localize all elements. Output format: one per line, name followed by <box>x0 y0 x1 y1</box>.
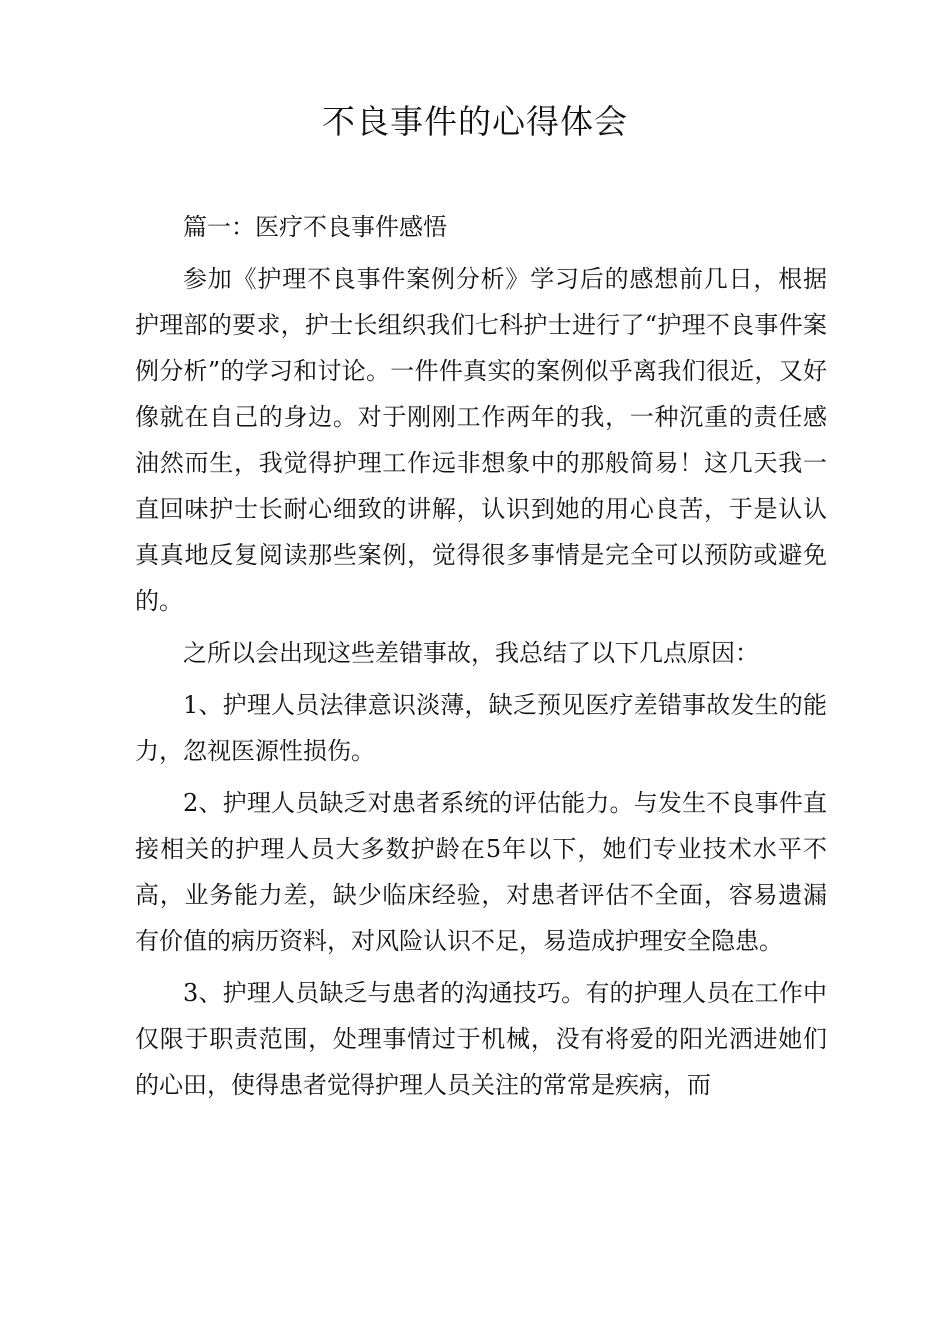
section-heading: 篇一：医疗不良事件感悟 <box>183 213 447 241</box>
paragraph-intro: 参加《护理不良事件案例分析》学习后的感想前几日，根据护理部的要求，护士长组织我们七科护士进行了“护理不良事件案例分析”的学习和讨论。一件件真实的案例似乎离我们很近，又好像就在自己的身边。对于刚刚工作两年的我，一种沉重的责任感油然而生，我觉得护理工作远非想象中的那般简易！这几天我一直回味护士长耐心细致的讲解，认识到她的用心良苦，于是认认真真地反复阅读那些案例，觉得很多事情是完全可以预防或避免的。 <box>135 265 827 615</box>
paragraph-reason-1: 1、护理人员法律意识淡薄，缺乏预见医疗差错事故发生的能力，忽视医源性损伤。 <box>135 691 827 765</box>
paragraph-reasons-lead: 之所以会出现这些差错事故，我总结了以下几点原因： <box>183 639 759 667</box>
paragraph-reason-2: 2、护理人员缺乏对患者系统的评估能力。与发生不良事件直接相关的护理人员大多数护龄在5年以下，她们专业技术水平不高，业务能力差，缺少临床经验，对患者评估不全面，容易遗漏有价值的病历资料，对风险认识不足，易造成护理安全隐患。 <box>135 789 827 955</box>
document-body <box>135 204 827 1114</box>
document-title: 不良事件的心得体会 <box>322 102 628 141</box>
paragraph-reason-3: 3、护理人员缺乏与患者的沟通技巧。有的护理人员在工作中仅限于职责范围，处理事情过于机械，没有将爱的阳光洒进她们的心田，使得患者觉得护理人员关注的常常是疾病，而 <box>135 979 827 1099</box>
